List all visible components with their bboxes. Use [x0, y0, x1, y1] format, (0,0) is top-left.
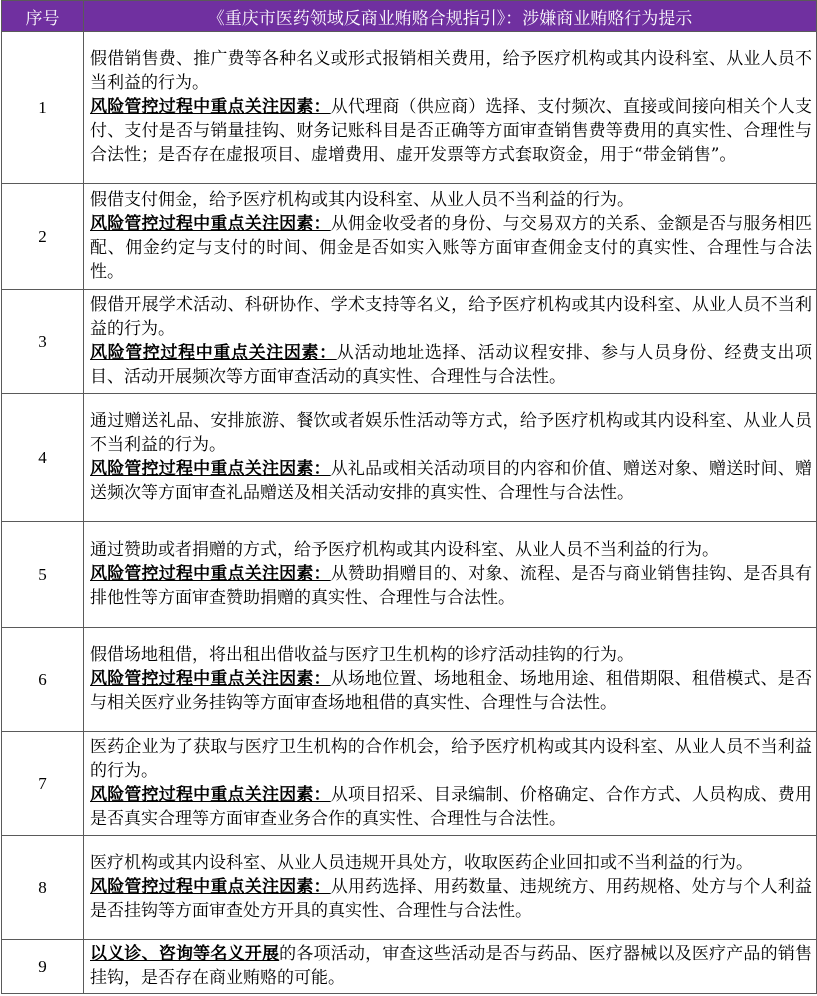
focus-label: 风险管控过程中重点关注因素： [90, 877, 331, 897]
focus-text: 从礼品或相关活动项目的内容和价值、赠送对象、赠送时间、赠送频次等方面审查礼品赠送及相关活动安排的真实性、合理性与合法性。 [90, 459, 813, 503]
table-row [2, 290, 817, 394]
compliance-table [1, 0, 817, 994]
row-content [84, 940, 817, 994]
row-number: 9 [2, 940, 84, 994]
row-number: 1 [2, 32, 84, 184]
table-row [2, 628, 817, 732]
behavior-description: 医药企业为了获取与医疗卫生机构的合作机会，给予医疗机构或其内设科室、从业人员不当利益的行为。 [90, 737, 812, 781]
focus-label: 风险管控过程中重点关注因素： [90, 564, 331, 584]
focus-label: 风险管控过程中重点关注因素： [90, 785, 331, 805]
behavior-description: 假借开展学术活动、科研协作、学术支持等名义，给予医疗机构或其内设科室、从业人员不当利益的行为。 [90, 295, 812, 339]
row-number: 7 [2, 732, 84, 836]
row-content [84, 184, 817, 290]
table-row [2, 732, 817, 836]
focus-text: 从用药选择、用药数量、违规统方、用药规格、处方与个人利益是否挂钩等方面审查处方开具的真实性、合理性与合法性。 [90, 877, 813, 921]
table-row [2, 184, 817, 290]
row-content [84, 394, 817, 522]
focus-text: 从活动地址选择、活动议程安排、参与人员身份、经费支出项目、活动开展频次等方面审查活动的真实性、合理性与合法性。 [90, 343, 812, 387]
focus-label: 风险管控过程中重点关注因素： [90, 459, 331, 479]
behavior-description: 假借支付佣金，给予医疗机构或其内设科室、从业人员不当利益的行为。 [90, 190, 634, 210]
table-row [2, 394, 817, 522]
behavior-description: 假借销售费、推广费等各种名义或形式报销相关费用，给予医疗机构或其内设科室、从业人员不当利益的行为。 [90, 49, 812, 93]
row-number: 3 [2, 290, 84, 394]
focus-label: 风险管控过程中重点关注因素： [90, 97, 331, 117]
focus-label: 风险管控过程中重点关注因素： [90, 214, 331, 234]
row-number: 6 [2, 628, 84, 732]
table-row [2, 940, 817, 994]
row-content [84, 32, 817, 184]
row-content [84, 732, 817, 836]
behavior-description: 医疗机构或其内设科室、从业人员违规开具处方，收取医药企业回扣或不当利益的行为。 [90, 853, 753, 873]
focus-label: 风险管控过程中重点关注因素： [90, 343, 337, 363]
focus-label: 风险管控过程中重点关注因素： [90, 669, 331, 689]
focus-label: 以义诊、咨询等名义开展 [90, 944, 280, 964]
row-number: 2 [2, 184, 84, 290]
focus-text: 从赞助捐赠目的、对象、流程、是否与商业销售挂钩、是否具有排他性等方面审查赞助捐赠的真实性、合理性与合法性。 [90, 564, 813, 608]
row-content [84, 290, 817, 394]
row-number: 4 [2, 394, 84, 522]
behavior-description: 通过赠送礼品、安排旅游、餐饮或者娱乐性活动等方式，给予医疗机构或其内设科室、从业人员不当利益的行为。 [90, 411, 812, 455]
column-header-title: 《重庆市医药领域反商业贿赂合规指引》：涉嫌商业贿赂行为提示 [84, 1, 817, 32]
row-content [84, 522, 817, 628]
table-header-row [2, 1, 817, 32]
row-number: 5 [2, 522, 84, 628]
row-number: 8 [2, 836, 84, 940]
column-header-number: 序号 [2, 1, 84, 32]
focus-text: 从场地位置、场地租金、场地用途、租借期限、租借模式、是否与相关医疗业务挂钩等方面审查场地租借的真实性、合理性与合法性。 [90, 669, 813, 713]
behavior-description: 通过赞助或者捐赠的方式，给予医疗机构或其内设科室、从业人员不当利益的行为。 [90, 540, 719, 560]
table-row [2, 32, 817, 184]
table-row [2, 522, 817, 628]
behavior-description: 假借场地租借，将出租出借收益与医疗卫生机构的诊疗活动挂钩的行为。 [90, 645, 634, 665]
row-content [84, 628, 817, 732]
table-row [2, 836, 817, 940]
row-content [84, 836, 817, 940]
focus-text: 从项目招采、目录编制、价格确定、合作方式、人员构成、费用是否真实合理等方面审查业务合作的真实性、合理性与合法性。 [90, 785, 813, 829]
focus-text: 从代理商（供应商）选择、支付频次、直接或间接向相关个人支付、支付是否与销量挂钩、财务记账科目是否正确等方面审查销售费等费用的真实性、合理性与合法性；是否存在虚报项目、虚增费用、虚开发票等方式套取资金，用于“带金销售”。 [90, 97, 813, 165]
focus-text: 从佣金收受者的身份、与交易双方的关系、金额是否与服务相匹配、佣金约定与支付的时间、佣金是否如实入账等方面审查佣金支付的真实性、合理性与合法性。 [90, 214, 813, 282]
focus-text: 的各项活动，审查这些活动是否与药品、医疗器械以及医疗产品的销售挂钩，是否存在商业贿赂的可能。 [90, 944, 813, 988]
